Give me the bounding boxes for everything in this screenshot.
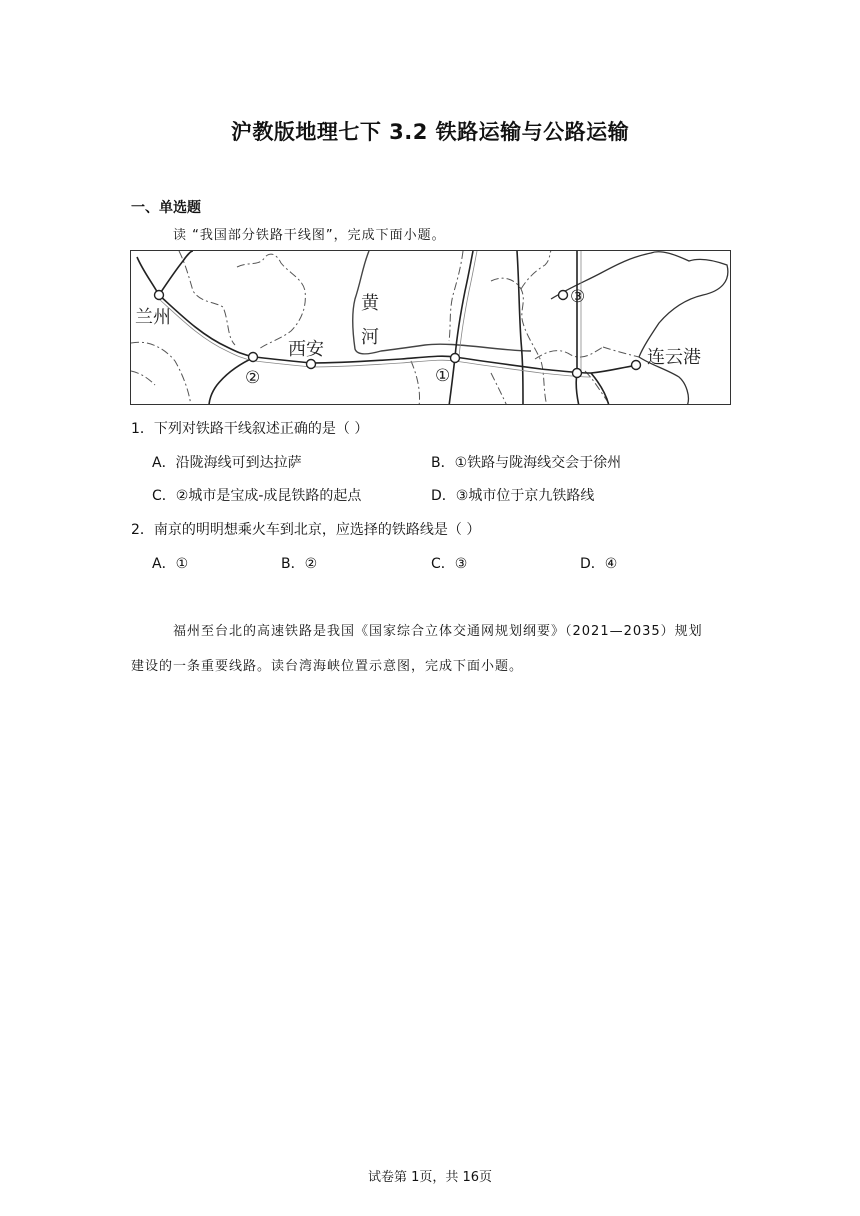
- station-xian: [307, 360, 316, 369]
- question-2-stem: 2．南京的明明想乘火车到北京，应选择的铁路线是（ ）: [131, 522, 481, 538]
- station-2: [249, 353, 258, 362]
- railway-map-svg: [131, 251, 731, 405]
- question-1-option-b[interactable]: B．①铁路与陇海线交会于徐州: [431, 455, 622, 471]
- question-2-option-d[interactable]: D．④: [580, 556, 618, 572]
- label-huang: 黄: [361, 293, 379, 314]
- label-xian: 西安: [288, 339, 324, 360]
- label-lianyungang: 连云港: [647, 347, 701, 368]
- question-1-option-a[interactable]: A．沿陇海线可到达拉萨: [152, 455, 302, 471]
- question-1-option-c[interactable]: C．②城市是宝成-成昆铁路的起点: [152, 488, 362, 504]
- question-2-option-c[interactable]: C．③: [431, 556, 468, 572]
- intro-text: 读 “我国部分铁路干线图”，完成下面小题。: [173, 228, 446, 243]
- station-1: [451, 354, 460, 363]
- label-marker-1: ①: [435, 366, 451, 386]
- label-lanzhou: 兰州: [135, 307, 171, 328]
- question-1-option-d[interactable]: D．③城市位于京九铁路线: [431, 488, 595, 504]
- section-heading: 一、单选题: [131, 200, 201, 216]
- station-lanzhou: [155, 291, 164, 300]
- station-lianyungang: [632, 361, 641, 370]
- page-title: 沪教版地理七下 3.2 铁路运输与公路运输: [230, 120, 630, 144]
- label-marker-2: ②: [245, 368, 261, 388]
- page-footer: 试卷第 1页，共 16页: [367, 1170, 493, 1185]
- railway-jingjiu: [517, 251, 523, 405]
- station-xuzhou: [573, 369, 582, 378]
- railway-jingbao: [137, 257, 159, 295]
- passage-line-2: 建设的一条重要线路。读台湾海峡位置示意图，完成下面小题。: [131, 659, 524, 674]
- question-2-option-b[interactable]: B．②: [281, 556, 318, 572]
- railway-longhai: [159, 295, 639, 373]
- question-1-stem: 1．下列对铁路干线叙述正确的是（ ）: [131, 421, 369, 437]
- station-3: [559, 291, 568, 300]
- railway-jingguang: [455, 251, 473, 357]
- label-marker-3: ③: [570, 287, 586, 307]
- railway-map: [130, 250, 731, 405]
- question-2-option-a[interactable]: A．①: [152, 556, 189, 572]
- passage-line-1: 福州至台北的高速铁路是我国《国家综合立体交通网规划纲要》（2021—2035）规划: [173, 624, 703, 639]
- label-he: 河: [361, 327, 379, 348]
- yellow-river: [353, 251, 531, 354]
